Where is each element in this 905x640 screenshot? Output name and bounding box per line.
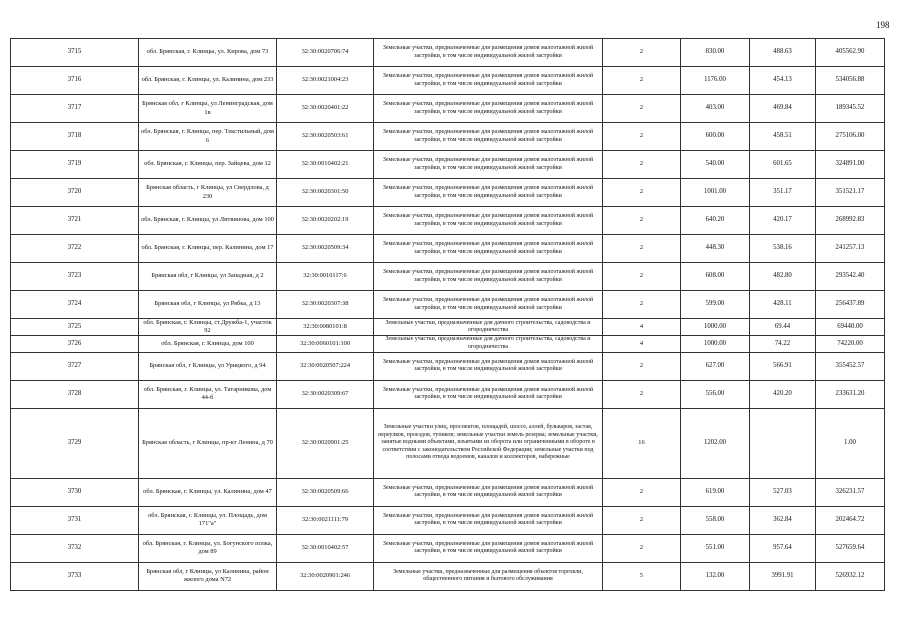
unit-price-cell	[750, 408, 816, 478]
address-cell: Брянская область, г Клинцы, ул Свердлова, д 230	[139, 179, 277, 207]
record-number: 3718	[11, 123, 139, 151]
area-cell: 599.00	[681, 291, 750, 319]
area-cell: 558.00	[681, 506, 750, 534]
area-cell: 551.00	[681, 534, 750, 562]
group-cell: 2	[603, 179, 681, 207]
table-row	[11, 151, 885, 179]
permitted-use-cell: Земельные участки, предназначенные для размещения домов малоэтажной жилой застройки, в том числе индивидуальной жилой застройки	[374, 506, 603, 534]
record-number: 3717	[11, 95, 139, 123]
permitted-use-cell: Земельные участки, предназначенные для размещения домов малоэтажной жилой застройки, в том числе индивидуальной жилой застройки	[374, 478, 603, 506]
record-number: 3716	[11, 67, 139, 95]
cadastral-value-cell: 534056.88	[816, 67, 885, 95]
permitted-use-cell: Земельные участки, предназначенные для размещения домов малоэтажной жилой застройки, в том числе индивидуальной жилой застройки	[374, 123, 603, 151]
record-number: 3728	[11, 380, 139, 408]
record-number: 3720	[11, 179, 139, 207]
area-cell: 403.00	[681, 95, 750, 123]
unit-price-cell: 469.84	[750, 95, 816, 123]
group-cell: 2	[603, 67, 681, 95]
cadastral-number-cell: 32:30:0020301:50	[277, 179, 374, 207]
cadastral-value-cell: 233631.20	[816, 380, 885, 408]
group-cell: 2	[603, 151, 681, 179]
address-cell: Брянская обл, г Клинцы, ул Рябка, д 13	[139, 291, 277, 319]
address-cell: обл. Брянская, г. Клинцы, ул Литвинова, дом 100	[139, 207, 277, 235]
cadastral-value-cell: 527659.64	[816, 534, 885, 562]
record-number: 3715	[11, 39, 139, 67]
group-cell: 2	[603, 263, 681, 291]
cadastral-value-cell: 202464.72	[816, 506, 885, 534]
table-row	[11, 478, 885, 506]
cadastral-number-cell: 32:30:0020507:224	[277, 352, 374, 380]
record-number: 3722	[11, 235, 139, 263]
permitted-use-cell: Земельные участки, предназначенные для размещения домов малоэтажной жилой застройки, в том числе индивидуальной жилой застройки	[374, 352, 603, 380]
cadastral-number-cell: 32:30:0020706:74	[277, 39, 374, 67]
area-cell: 608.00	[681, 263, 750, 291]
cadastral-number-cell: 32:30:0020307:38	[277, 291, 374, 319]
unit-price-cell: 428.11	[750, 291, 816, 319]
permitted-use-cell: Земельные участки, предназначенные для размещения домов малоэтажной жилой застройки, в том числе индивидуальной жилой застройки	[374, 291, 603, 319]
record-number: 3729	[11, 408, 139, 478]
unit-price-cell: 957.64	[750, 534, 816, 562]
table-row	[11, 235, 885, 263]
unit-price-cell: 351.17	[750, 179, 816, 207]
group-cell: 2	[603, 207, 681, 235]
table-row	[11, 291, 885, 319]
group-cell: 5	[603, 562, 681, 590]
cadastral-value-cell: 268992.83	[816, 207, 885, 235]
table-row	[11, 123, 885, 151]
unit-price-cell: 566.91	[750, 352, 816, 380]
unit-price-cell: 3991.91	[750, 562, 816, 590]
address-cell: обл. Брянская, г. Клинцы, ул. Калинина, дом 47	[139, 478, 277, 506]
cadastral-value-cell: 405562.90	[816, 39, 885, 67]
cadastral-value-cell: 324891.00	[816, 151, 885, 179]
table-row	[11, 408, 885, 478]
table-row	[11, 39, 885, 67]
cadastral-value-cell: 355452.57	[816, 352, 885, 380]
address-cell: обл. Брянская, г. Клинцы, ул. Татарникова, дом 44-б	[139, 380, 277, 408]
address-cell: Брянская обл, г Клинцы, ул Ленинградская, дом 1в	[139, 95, 277, 123]
address-cell: обл. Брянская, г. Клинцы, ст.Дружба-1, участок 92	[139, 319, 277, 336]
table-row	[11, 336, 885, 352]
permitted-use-cell: Земельные участки, предназначенные для размещения объектов торговли, общественного питания и бытового обслуживания	[374, 562, 603, 590]
area-cell: 640.20	[681, 207, 750, 235]
address-cell: обл. Брянская, г. Клинцы, ул. Площадь, дом 171"а"	[139, 506, 277, 534]
group-cell: 2	[603, 123, 681, 151]
cadastral-value-cell: 241257.13	[816, 235, 885, 263]
page-number: 198	[876, 20, 890, 30]
group-cell: 2	[603, 291, 681, 319]
cadastral-value-cell: 189345.52	[816, 95, 885, 123]
cadastral-value-cell: 351521.17	[816, 179, 885, 207]
record-number: 3721	[11, 207, 139, 235]
table-row	[11, 534, 885, 562]
group-cell: 4	[603, 336, 681, 352]
area-cell: 556.00	[681, 380, 750, 408]
record-number: 3724	[11, 291, 139, 319]
record-number: 3732	[11, 534, 139, 562]
cadastral-value-cell: 293542.40	[816, 263, 885, 291]
group-cell: 2	[603, 478, 681, 506]
group-cell: 16	[603, 408, 681, 478]
unit-price-cell: 488.63	[750, 39, 816, 67]
area-cell: 1176.00	[681, 67, 750, 95]
permitted-use-cell: Земельные участки, предназначенные для размещения домов малоэтажной жилой застройки, в том числе индивидуальной жилой застройки	[374, 95, 603, 123]
unit-price-cell: 454.13	[750, 67, 816, 95]
record-number: 3730	[11, 478, 139, 506]
cadastral-value-cell: 526932.12	[816, 562, 885, 590]
address-cell: обл. Брянская, г. Клинцы, пер. Текстильный, дом 6	[139, 123, 277, 151]
unit-price-cell: 538.16	[750, 235, 816, 263]
record-number: 3726	[11, 336, 139, 352]
address-cell: обл. Брянская, г. Клинцы, ул. Кирова, дом 73	[139, 39, 277, 67]
cadastral-value-cell: 74220.00	[816, 336, 885, 352]
group-cell: 4	[603, 319, 681, 336]
group-cell: 2	[603, 95, 681, 123]
cadastral-number-cell: 32:30:0021004:23	[277, 67, 374, 95]
address-cell: обл. Брянская, г. Клинцы, пер. Зайцева, дом 12	[139, 151, 277, 179]
cadastral-value-cell: 326231.57	[816, 478, 885, 506]
area-cell: 627.00	[681, 352, 750, 380]
cadastral-number-cell: 32:30:0010402:57	[277, 534, 374, 562]
cadastral-number-cell: 32:30:0020401:22	[277, 95, 374, 123]
table-row	[11, 95, 885, 123]
cadastral-number-cell: 32:30:0010117:6	[277, 263, 374, 291]
address-cell: Брянская обл, г Клинцы, ул Урицкого, д 94	[139, 352, 277, 380]
cadastral-number-cell: 32:30:0020509:66	[277, 478, 374, 506]
area-cell: 540.00	[681, 151, 750, 179]
permitted-use-cell: Земельные участки, предназначенные для размещения домов малоэтажной жилой застройки, в том числе индивидуальной жилой застройки	[374, 151, 603, 179]
table-row	[11, 352, 885, 380]
table-row	[11, 179, 885, 207]
address-cell: обл. Брянская, г. Клинцы, ул. Калинина, дом 233	[139, 67, 277, 95]
permitted-use-cell: Земельные участки, предназначенные для размещения домов малоэтажной жилой застройки, в том числе индивидуальной жилой застройки	[374, 263, 603, 291]
group-cell: 2	[603, 506, 681, 534]
table-row	[11, 263, 885, 291]
group-cell: 2	[603, 352, 681, 380]
unit-price-cell: 601.65	[750, 151, 816, 179]
land-registry-table	[10, 38, 885, 591]
unit-price-cell: 420.17	[750, 207, 816, 235]
permitted-use-cell: Земельные участки, предназначенные для размещения домов малоэтажной жилой застройки, в том числе индивидуальной жилой застройки	[374, 67, 603, 95]
permitted-use-cell: Земельные участки, предназначенные для размещения домов малоэтажной жилой застройки, в том числе индивидуальной жилой застройки	[374, 380, 603, 408]
area-cell: 1202.00	[681, 408, 750, 478]
record-number: 3725	[11, 319, 139, 336]
permitted-use-cell: Земельные участки, предназначенные для размещения домов малоэтажной жилой застройки, в том числе индивидуальной жилой застройки	[374, 235, 603, 263]
area-cell: 600.00	[681, 123, 750, 151]
unit-price-cell: 69.44	[750, 319, 816, 336]
address-cell: Брянская обл, г Клинцы, ул Калинина, район жилого дома N72	[139, 562, 277, 590]
cadastral-number-cell: 32:30:0021111:79	[277, 506, 374, 534]
address-cell: обл. Брянская, г. Клинцы, ул. Богунского полка, дом 89	[139, 534, 277, 562]
cadastral-value-cell: 1.00	[816, 408, 885, 478]
cadastral-number-cell: 32:30:0080101:8	[277, 319, 374, 336]
area-cell: 830.00	[681, 39, 750, 67]
cadastral-number-cell: 32:30:0020202:19	[277, 207, 374, 235]
record-number: 3727	[11, 352, 139, 380]
table-row	[11, 207, 885, 235]
permitted-use-cell: Земельные участки, предназначенные для размещения домов малоэтажной жилой застройки, в том числе индивидуальной жилой застройки	[374, 179, 603, 207]
permitted-use-cell: Земельные участки улиц, проспектов, площадей, шоссе, аллей, бульваров, застав, переулков, проездов, тупиков; земельные участки земель резерва; земельные участки, занятые водными объектами, изъятыми из оборота или ограниченными в обороте в соответствии с законодательством Российской Федерации; земельные участки под полосами отвода водоемов, каналов и коллекторов, набережные	[374, 408, 603, 478]
permitted-use-cell: Земельные участки, предназначенные для размещения домов малоэтажной жилой застройки, в том числе индивидуальной жилой застройки	[374, 207, 603, 235]
table-row	[11, 562, 885, 590]
table-row	[11, 319, 885, 336]
unit-price-cell: 420.20	[750, 380, 816, 408]
area-cell: 1000.00	[681, 319, 750, 336]
group-cell: 2	[603, 380, 681, 408]
area-cell: 1000.00	[681, 336, 750, 352]
permitted-use-cell: Земельные участки, предназначенные для дачного строительства, садоводства и огородничества	[374, 319, 603, 336]
table-row	[11, 67, 885, 95]
address-cell: обл. Брянская, г. Клинцы, дом 100	[139, 336, 277, 352]
table-row	[11, 506, 885, 534]
permitted-use-cell: Земельные участки, предназначенные для размещения домов малоэтажной жилой застройки, в том числе индивидуальной жилой застройки	[374, 39, 603, 67]
registry-body	[11, 39, 885, 591]
address-cell: обл. Брянская, г. Клинцы, пер. Калинина, дом 17	[139, 235, 277, 263]
cadastral-value-cell: 256437.89	[816, 291, 885, 319]
unit-price-cell: 458.51	[750, 123, 816, 151]
cadastral-number-cell: 32:30:0020509:34	[277, 235, 374, 263]
unit-price-cell: 74.22	[750, 336, 816, 352]
cadastral-value-cell: 275106.00	[816, 123, 885, 151]
address-cell: Брянская обл, г Клинцы, ул Западная, д 2	[139, 263, 277, 291]
cadastral-number-cell: 32:30:0020309:67	[277, 380, 374, 408]
unit-price-cell: 482.80	[750, 263, 816, 291]
group-cell: 2	[603, 534, 681, 562]
area-cell: 1001.00	[681, 179, 750, 207]
permitted-use-cell: Земельные участки, предназначенные для размещения домов малоэтажной жилой застройки, в том числе индивидуальной жилой застройки	[374, 534, 603, 562]
record-number: 3719	[11, 151, 139, 179]
area-cell: 132.00	[681, 562, 750, 590]
cadastral-number-cell: 32:30:0060101:100	[277, 336, 374, 352]
group-cell: 2	[603, 39, 681, 67]
unit-price-cell: 362.84	[750, 506, 816, 534]
address-cell: Брянская область, г Клинцы, пр-кт Ленина, д 70	[139, 408, 277, 478]
record-number: 3731	[11, 506, 139, 534]
record-number: 3723	[11, 263, 139, 291]
cadastral-number-cell: 32:30:0010402:21	[277, 151, 374, 179]
cadastral-number-cell: 32:30:0020901:25	[277, 408, 374, 478]
cadastral-number-cell: 32:30:0020503:61	[277, 123, 374, 151]
area-cell: 448.30	[681, 235, 750, 263]
cadastral-value-cell: 69440.00	[816, 319, 885, 336]
table-row	[11, 380, 885, 408]
unit-price-cell: 527.03	[750, 478, 816, 506]
group-cell: 2	[603, 235, 681, 263]
record-number: 3733	[11, 562, 139, 590]
area-cell: 619.00	[681, 478, 750, 506]
permitted-use-cell: Земельные участки, предназначенные для дачного строительства, садоводства и огородничества	[374, 336, 603, 352]
cadastral-number-cell: 32:30:0020901:246	[277, 562, 374, 590]
